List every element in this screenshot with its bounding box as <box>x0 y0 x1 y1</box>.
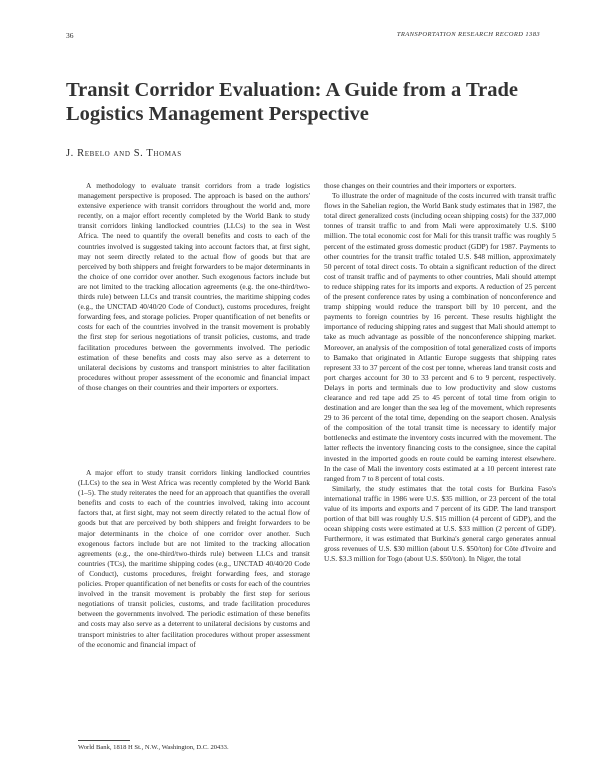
intro-paragraph: A major effort to study transit corridors linking landlocked countries (LLCs) to the sea in West Africa was recently completed by the World Bank (1–5). The study reiterates the need for an approach that quantifies the overall benefits and costs to each of the countries involved, taking into account factors that, at first sight, may not seem directly related to the actual flow of goods but that are perceived by both shippers and freight forwarders to be major determinants in the choice of one corridor over another. Such exogenous factors include but are not limited to the tracking allocation agreements (e.g., the one-third/two-thirds rule) between LLCs and transit countries (TCs), the maritime shipping codes (e.g., UNCTAD 40/40/20 Code of Conduct), customs procedures, freight forwarding fees, and storage policies. Proper quantification of net benefits or costs for each of the countries involved in the transit movement is probably the first step for serious negotiations of transit policies, customs, and trade facilitation procedures between the governments involved. The periodic estimation of these benefits and costs may also serve as a deterrent to unilateral decisions by customs and transport ministries to alter facilitation procedures without proper assessment of the economic and financial impact of <box>78 468 310 649</box>
footnote-rule <box>78 740 130 741</box>
running-head <box>66 31 540 43</box>
page-number: 36 <box>66 31 74 40</box>
right-paragraph-1: those changes on their countries and their importers or exporters. <box>324 181 517 190</box>
right-column-body <box>324 181 556 565</box>
left-column-body <box>78 468 310 650</box>
abstract <box>78 181 310 393</box>
authors: J. Rebelo and S. Thomas <box>66 148 182 159</box>
abstract-paragraph: A methodology to evaluate transit corridors from a trade logistics management perspective is proposed. The approach is based on the authors' extensive experience with transit corridors throughout the world and, more recently, on a major effort recently completed by the World Bank to study transit corridors linking landlocked countries (LLCs) to the sea in West Africa. The need to quantify the overall benefits and costs to each of the countries involved is suggested taking into account factors that, at first sight, may not seem directly related to the actual flow of goods but that are perceived by both shippers and freight forwarders to be major determinants in the choice of one corridor over another. Such exogenous factors include but are not limited to the tracking allocation agreements (e.g. the one-third/two-thirds rule) between LLCs and transit countries, the maritime shipping codes (e.g., the UNCTAD 40/40/20 Code of Conduct), customs procedures, freight forwarding fees, and storage policies. Proper quantification of net benefits or costs for each of the countries involved in the transit movement is probably the first step for serious negotiations of transit policies, customs, and trade facilitation procedures between the governments involved. The periodic estimation of these benefits and costs may also serve as a deterrent to unilateral decisions by customs and transport ministries to alter facilitation procedures without proper assessment of the economic and financial impact of those changes on their countries and their importers or exporters. <box>78 181 310 392</box>
author-affiliation: World Bank, 1818 H St., N.W., Washington, D.C. 20433. <box>78 744 229 751</box>
journal-name: TRANSPORTATION RESEARCH RECORD 1383 <box>396 31 540 38</box>
right-paragraph-2: To illustrate the order of magnitude of the costs incurred with transit traffic flows in the Sahelian region, the World Bank study estimates that in 1987, the total direct generalized costs (including ocean shipping costs) for the 337,000 tonnes of transit traffic to and from Mali were approximately U.S. $100 million. The total economic cost for Mali for this transit traffic was roughly 5 percent of the estimated gross domestic product (GDP) for 1987. Payments to other countries for the transit traffic totaled U.S. $48 million, approximately 50 percent of total direct costs. To obtain a significant reduction of the direct cost of transit traffic and of payments to other countries, Mali should attempt to reduce shipping rates for its imports and exports. A reduction of 25 percent of the present conference rates by using a combination of nonconference and tramp shipping would reduce the transport bill by 10 percent, and the payments to foreign countries by 16 percent. These results highlight the importance of reducing shipping rates and suggest that Mali should attempt to take as much advantage as possible of the nonconference shipping market. Moreover, an analysis of the composition of total generalized costs of imports to Bamako that originated in Atlantic Europe suggests that shipping rates represent 33 to 37 percent of the cost per tonne, whereas land transit costs and port charges account for 30 to 33 percent and 6 to 9 percent, respectively. Delays in ports and terminals due to low productivity and slow customs clearance and red tape add 25 to 45 percent of total time from origin to destination and are longer than the sea leg of the movement, which represents 29 to 36 percent of the total time, depending on the seaport chosen. Analysis of the composition of the total transit time is necessary to identify major bottlenecks and estimate the inventory costs incurred with the movement. The latter reflects the inventory financing costs to the consignee, since the capital invested in the imported goods en route could be earning interest elsewhere. In the case of Mali the inventory costs estimated at a 10 percent interest rate ranged from 7 to 8 percent of total costs. <box>324 191 556 483</box>
right-paragraph-3: Similarly, the study estimates that the total costs for Burkina Faso's international traffic in 1986 were U.S. $35 million, or 23 percent of the total value of its imports and exports and 7 percent of its GDP. The land transport portion of that bill was roughly U.S. $15 million (4 percent of GDP), and the ocean shipping costs were estimated at U.S. $33 million (2 percent of GDP). Furthermore, it was estimated that Burkina's general cargo generates annual gross revenues of U.S. $30 million (about U.S. $50/ton) for Côte d'Ivoire and U.S. $3.3 million for Togo (about U.S. $50/ton). In Niger, the total <box>324 483 556 564</box>
article-title: Transit Corridor Evaluation: A Guide from a Trade Logistics Management Perspective <box>66 79 518 125</box>
